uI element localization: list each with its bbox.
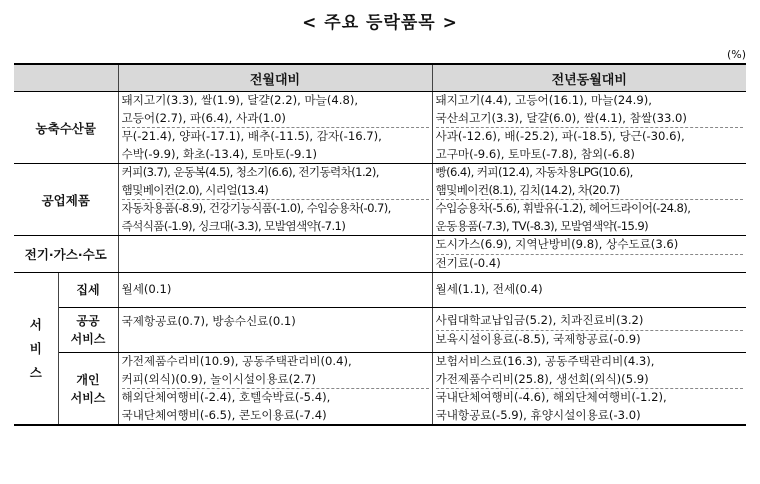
row-label-public bbox=[58, 308, 118, 353]
industrial-year-up-2: 햄및베이컨(8.1), 김치(14.2), 차(20.7) bbox=[435, 182, 620, 197]
header-month: 전월대비 bbox=[118, 64, 432, 92]
agri-month-down-1: 무(-21.4), 양파(-17.1), 배추(-11.5), 감자(-16.7), bbox=[122, 127, 429, 146]
row-industrial bbox=[14, 164, 746, 236]
agri-year-cell bbox=[432, 92, 746, 164]
utilities-year-1: 도시가스(6.9), 지역난방비(9.8), 상수도료(3.6) bbox=[435, 237, 679, 251]
personal-year-down-2: 국내항공료(-5.9), 휴양시설이용료(-3.0) bbox=[435, 407, 641, 422]
row-label-services bbox=[14, 273, 58, 426]
industrial-month-up-2: 햄및베이컨(2.0), 시리얼(13.4) bbox=[121, 182, 269, 197]
public-year-down-1: 보육시설이용료(-8.5), 국제항공료(-0.9) bbox=[436, 330, 744, 349]
industrial-year-down-2: 운동용품(-7.3), TV(-8.3), 모발염색약(-15.9) bbox=[435, 218, 649, 233]
utilities-month-cell bbox=[118, 236, 432, 273]
row-utilities bbox=[14, 236, 746, 273]
agri-year-down-2: 고구마(-9.6), 토마토(-7.8), 참외(-6.8) bbox=[435, 146, 635, 161]
industrial-month-down-2: 즉석식품(-1.9), 싱크대(-3.3), 모발염색약(-7.1) bbox=[121, 218, 346, 233]
header-blank bbox=[14, 64, 118, 92]
industrial-month-up-1: 커피(3.7), 운동복(4.5), 청소기(6.6), 전기동력차(1.2), bbox=[121, 165, 379, 179]
personal-label-1: 개인 bbox=[76, 372, 100, 387]
agri-year-down-1: 사과(-12.6), 배(-25.2), 파(-18.5), 당근(-30.6), bbox=[436, 127, 744, 146]
industrial-year-cell bbox=[432, 164, 746, 236]
row-label-industrial: 공업제품 bbox=[14, 164, 118, 236]
public-year-cell bbox=[432, 308, 746, 353]
public-label-2: 서비스 bbox=[70, 332, 106, 346]
public-label-1: 공공 bbox=[76, 314, 100, 328]
table-title: < 주요 등락품목 > bbox=[302, 13, 458, 33]
unit-label: (%) bbox=[726, 48, 746, 61]
rent-year-cell bbox=[432, 273, 746, 308]
personal-year-cell bbox=[432, 353, 746, 426]
personal-year-up-2: 가전제품수리비(25.8), 생선회(외식)(5.9) bbox=[435, 371, 649, 386]
industrial-year-up-1: 빵(6.4), 커피(12.4), 자동차용LPG(10.6), bbox=[435, 165, 633, 179]
price-change-table bbox=[14, 63, 746, 426]
row-label-personal bbox=[58, 353, 118, 426]
public-year-up-1: 사립대학교납입금(5.2), 치과진료비(3.2) bbox=[435, 313, 644, 327]
services-label-text: 서비스 bbox=[29, 316, 42, 380]
agri-year-up-2: 국산쇠고기(3.3), 달걀(6.0), 쌀(4.1), 참쌀(33.0) bbox=[435, 110, 687, 125]
industrial-month-down-1: 자동차용품(-8.9), 건강기능식품(-1.0), 수입승용차(-0.7), bbox=[122, 199, 429, 218]
row-label-utilities: 전기·가스·수도 bbox=[14, 236, 118, 273]
personal-month-up-1: 가전제품수리비(10.9), 공동주택관리비(0.4), bbox=[121, 354, 352, 368]
agri-month-up-1: 돼지고기(3.3), 쌀(1.9), 달걀(2.2), 마늘(4.8), bbox=[121, 93, 359, 107]
row-services-public bbox=[14, 308, 746, 353]
personal-label-2: 서비스 bbox=[70, 390, 106, 405]
agri-month-down-2: 수박(-9.9), 화초(-13.4), 토마토(-9.1) bbox=[121, 146, 318, 161]
header-year: 전년동월대비 bbox=[432, 64, 746, 92]
personal-year-up-1: 보험서비스료(16.3), 공동주택관리비(4.3), bbox=[435, 354, 655, 368]
row-label-rent: 집세 bbox=[58, 273, 118, 308]
utilities-year-2: 전기료(-0.4) bbox=[436, 254, 744, 273]
agri-month-cell bbox=[118, 92, 432, 164]
row-services-personal bbox=[14, 353, 746, 426]
header-row bbox=[14, 64, 746, 92]
public-month-cell bbox=[118, 308, 432, 353]
personal-year-down-1: 국내단체여행비(-4.6), 해외단체여행비(-1.2), bbox=[436, 388, 744, 407]
public-month-1: 국제항공료(0.7), 방송수신료(0.1) bbox=[121, 313, 296, 328]
personal-month-down-2: 국내단체여행비(-6.5), 콘도이용료(-7.4) bbox=[121, 407, 327, 422]
personal-month-down-1: 해외단체여행비(-2.4), 호텔숙박료(-5.4), bbox=[122, 388, 429, 407]
row-label-agri: 농축수산물 bbox=[14, 92, 118, 164]
industrial-month-cell bbox=[118, 164, 432, 236]
rent-month-1: 월세(0.1) bbox=[121, 282, 172, 297]
rent-month-cell bbox=[118, 273, 432, 308]
agri-year-up-1: 돼지고기(4.4), 고등어(16.1), 마늘(24.9), bbox=[435, 93, 652, 107]
utilities-year-cell bbox=[432, 236, 746, 273]
row-agri bbox=[14, 92, 746, 164]
personal-month-cell bbox=[118, 353, 432, 426]
rent-year-1: 월세(1.1), 전세(0.4) bbox=[435, 282, 543, 297]
agri-month-up-2: 고등어(2.7), 파(6.4), 사과(1.0) bbox=[121, 110, 286, 125]
public-month-blank bbox=[122, 330, 429, 348]
industrial-year-down-1: 수입승용차(-5.6), 휘발유(-1.2), 헤어드라이어(-24.8), bbox=[436, 199, 744, 218]
row-services-rent bbox=[14, 273, 746, 308]
personal-month-up-2: 커피(외식)(0.9), 놀이시설이용료(2.7) bbox=[121, 371, 317, 386]
